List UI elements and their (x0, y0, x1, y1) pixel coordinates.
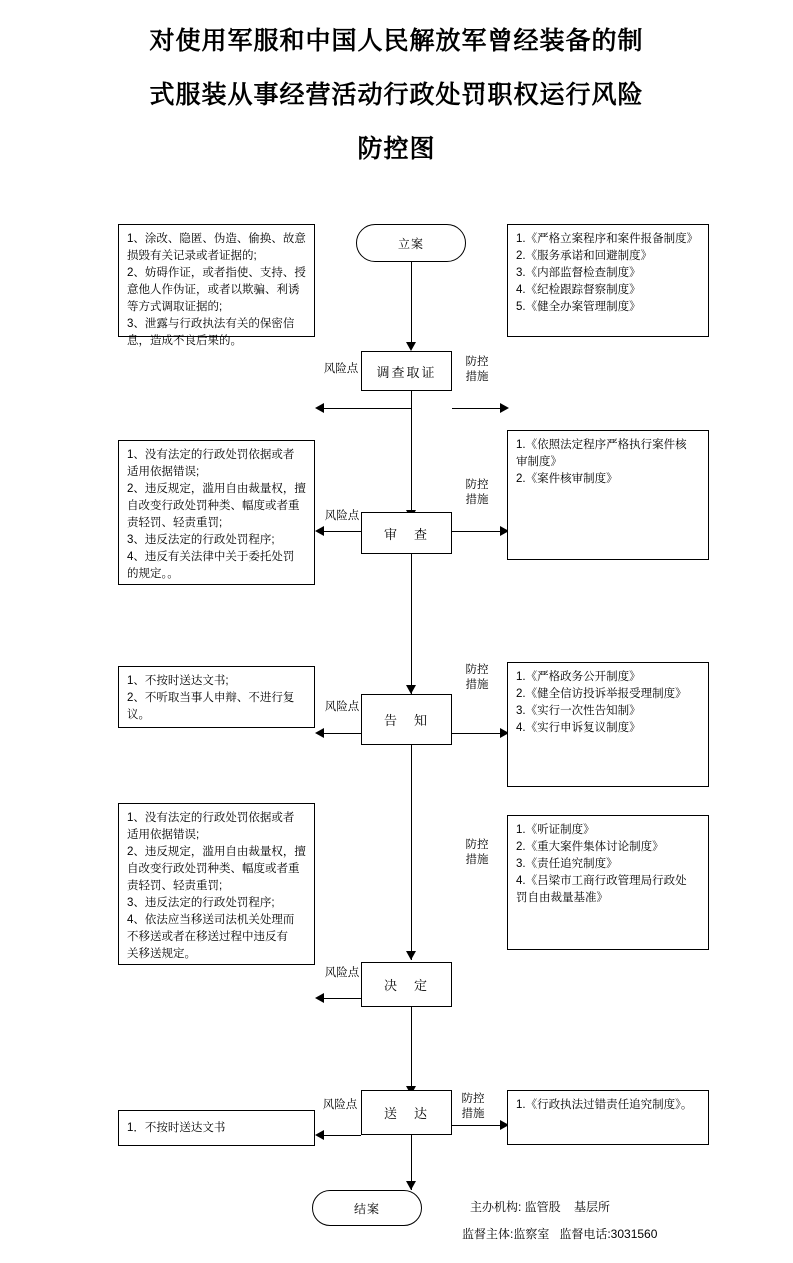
measure-investigate-line-3: 3.《内部监督检查制度》 (516, 267, 641, 279)
risk-decide-line-7: 4、依法应当移送司法机关处理而 (127, 914, 295, 926)
label-control-notify-l2: 措施 (465, 679, 489, 691)
measure-box-investigate (507, 224, 709, 337)
measure-box-decide (507, 815, 709, 950)
footer-supervisor: 监督主体:监察室 监督电话:3031560 (462, 1227, 658, 1241)
measure-notify-line-4: 4.《实行申诉复议制度》 (516, 722, 641, 734)
node-start[interactable] (356, 224, 466, 262)
connector-review-measure (452, 531, 507, 532)
measure-decide-line-4: 4.《吕梁市工商行政管理局行政处 (516, 875, 687, 887)
node-investigate[interactable] (361, 351, 452, 391)
connector-review-notify (411, 554, 412, 694)
connector-deliver-risk (321, 1135, 361, 1136)
arrowhead-end (406, 1181, 416, 1190)
risk-investigate-line-2: 损毁有关记录或者证据的; (127, 250, 257, 262)
label-risk-point-notify: 风险点 (324, 701, 360, 713)
node-decide[interactable] (361, 962, 452, 1007)
risk-review-line-3: 2、违反规定，滥用自由裁量权，擅 (127, 483, 306, 495)
risk-box-notify (118, 666, 315, 728)
measure-box-notify (507, 662, 709, 787)
risk-investigate-line-1: 1、涂改、隐匿、伪造、偷换、故意 (127, 233, 306, 245)
connector-start-investigate (411, 262, 412, 344)
measure-investigate-line-4: 4.《纪检跟踪督察制度》 (516, 284, 641, 296)
node-end-label: 结案 (353, 1201, 380, 1216)
measure-box-deliver (507, 1090, 709, 1145)
node-start-label: 立案 (397, 236, 424, 251)
risk-decide-line-6: 3、违反法定的行政处罚程序; (127, 897, 275, 909)
node-end[interactable] (312, 1190, 422, 1226)
risk-box-deliver (118, 1110, 315, 1146)
arrowhead-review-risk (315, 526, 324, 536)
label-control-decide-l2: 措施 (465, 854, 489, 866)
measure-investigate-line-5: 5.《健全办案管理制度》 (516, 301, 641, 313)
node-notify[interactable] (361, 694, 452, 745)
arrowhead-investigate (406, 342, 416, 351)
risk-decide-line-2: 适用依据错误; (127, 829, 200, 841)
risk-investigate-line-7: 息，造成不良后果的。 (127, 335, 242, 347)
risk-decide-line-3: 2、违反规定，滥用自由裁量权，擅 (127, 846, 306, 858)
arrowhead-investigate-risk (315, 403, 324, 413)
connector-review-risk (321, 531, 361, 532)
node-deliver[interactable] (361, 1090, 452, 1135)
connector-deliver-measure (452, 1125, 507, 1126)
measure-notify-line-3: 3.《实行一次性告知制》 (516, 705, 641, 717)
label-control-review-l2: 措施 (465, 494, 489, 506)
risk-box-review (118, 440, 315, 585)
risk-review-line-2: 适用依据错误; (127, 466, 200, 478)
risk-decide-line-8: 不移送或者在移送过程中违反有 (127, 931, 288, 943)
risk-notify-line-2: 2、不听取当事人申辩、不进行复 (127, 692, 295, 704)
node-review[interactable] (361, 512, 452, 554)
risk-investigate-line-6: 3、泄露与行政执法有关的保密信 (127, 318, 295, 330)
risk-notify-line-3: 议。 (127, 709, 150, 721)
page-title-line-1: 对使用军服和中国人民解放军曾经装备的制 (149, 27, 644, 55)
node-review-label: 审 查 (383, 526, 429, 542)
label-control-decide-l1: 防控 (465, 839, 489, 851)
arrowhead-notify-risk (315, 728, 324, 738)
label-risk-point-decide: 风险点 (324, 967, 360, 979)
label-control-investigate-l2: 措施 (465, 371, 489, 383)
measure-review-line-2: 审制度》 (516, 456, 562, 468)
risk-decide-line-4: 自改变行政处罚种类、幅度或者重 (127, 863, 300, 875)
risk-decide-line-9: 关移送规定。 (127, 948, 196, 960)
footer-organizer: 主办机构: 监管股 基层所 (470, 1200, 611, 1214)
arrowhead-deliver-risk (315, 1130, 324, 1140)
risk-review-line-8: 的规定。。 (127, 568, 179, 580)
arrowhead-decide-risk (315, 993, 324, 1003)
label-risk-point-review: 风险点 (324, 510, 360, 522)
risk-deliver-line-1: 1．不按时送达文书 (127, 1121, 226, 1134)
node-decide-label: 决 定 (383, 978, 429, 993)
risk-review-line-7: 4、违反有关法律中关于委托处罚 (127, 551, 295, 563)
connector-investigate-measure (452, 408, 507, 409)
connector-investigate-review (411, 391, 412, 519)
connector-investigate-risk (321, 408, 411, 409)
label-risk-point-investigate: 风险点 (323, 363, 359, 375)
connector-notify-decide (411, 745, 412, 960)
risk-investigate-line-5: 等方式调取证据的; (127, 301, 223, 313)
connector-notify-risk (321, 733, 361, 734)
measure-decide-line-1: 1.《听证制度》 (516, 824, 595, 836)
measure-notify-line-1: 1.《严格政务公开制度》 (516, 671, 641, 683)
risk-review-line-1: 1、没有法定的行政处罚依据或者 (127, 449, 295, 461)
label-control-investigate (459, 355, 495, 385)
measure-review-line-1: 1.《依照法定程序严格执行案件核 (516, 439, 687, 451)
label-risk-point-deliver: 风险点 (322, 1099, 358, 1111)
page-title (60, 14, 733, 176)
label-control-review (459, 478, 495, 508)
risk-investigate-line-4: 意他人作伪证，或者以欺骗、利诱 (127, 284, 300, 296)
label-control-deliver-l2: 措施 (461, 1108, 485, 1120)
measure-decide-line-3: 3.《责任追究制度》 (516, 858, 618, 870)
measure-box-review (507, 430, 709, 560)
label-control-review-l1: 防控 (465, 479, 489, 491)
measure-investigate-line-1: 1.《严格立案程序和案件报备制度》 (516, 233, 699, 245)
measure-investigate-line-2: 2.《服务承诺和回避制度》 (516, 250, 653, 262)
risk-review-line-5: 责轻罚、轻责重罚; (127, 517, 223, 529)
connector-decide-deliver (411, 1007, 412, 1095)
label-control-decide (459, 838, 495, 868)
measure-deliver-line-1: 1.《行政执法过错责任追究制度》。 (516, 1099, 693, 1111)
measure-review-line-3: 2.《案件核审制度》 (516, 473, 618, 485)
risk-review-line-6: 3、违反法定的行政处罚程序; (127, 534, 275, 546)
arrowhead-investigate-measure (500, 403, 509, 413)
measure-decide-line-5: 罚自由裁量基准》 (516, 892, 608, 904)
page-title-line-3: 防控图 (357, 135, 436, 163)
connector-notify-measure (452, 733, 507, 734)
label-control-notify-l1: 防控 (465, 664, 489, 676)
label-control-investigate-l1: 防控 (465, 356, 489, 368)
risk-investigate-line-3: 2、妨碍作证，或者指使、支持、授 (127, 267, 306, 279)
label-control-notify (459, 663, 495, 693)
page-title-line-2: 式服装从事经营活动行政处罚职权运行风险 (149, 81, 644, 109)
node-notify-label: 告 知 (383, 713, 429, 728)
label-control-deliver (455, 1092, 491, 1122)
measure-decide-line-2: 2.《重大案件集体讨论制度》 (516, 841, 664, 853)
risk-box-decide (118, 803, 315, 965)
risk-decide-line-1: 1、没有法定的行政处罚依据或者 (127, 812, 295, 824)
risk-decide-line-5: 责轻罚、轻责重罚; (127, 880, 223, 892)
risk-review-line-4: 自改变行政处罚种类、幅度或者重 (127, 500, 300, 512)
node-deliver-label: 送 达 (383, 1106, 429, 1121)
risk-notify-line-1: 1、不按时送达文书; (127, 675, 229, 687)
arrowhead-notify (406, 685, 416, 694)
measure-notify-line-2: 2.《健全信访投诉举报受理制度》 (516, 688, 687, 700)
connector-decide-risk (321, 998, 361, 999)
node-investigate-label: 调查取证 (376, 364, 437, 380)
risk-box-investigate (118, 224, 315, 347)
label-control-deliver-l1: 防控 (461, 1093, 485, 1105)
arrowhead-decide (406, 951, 416, 960)
